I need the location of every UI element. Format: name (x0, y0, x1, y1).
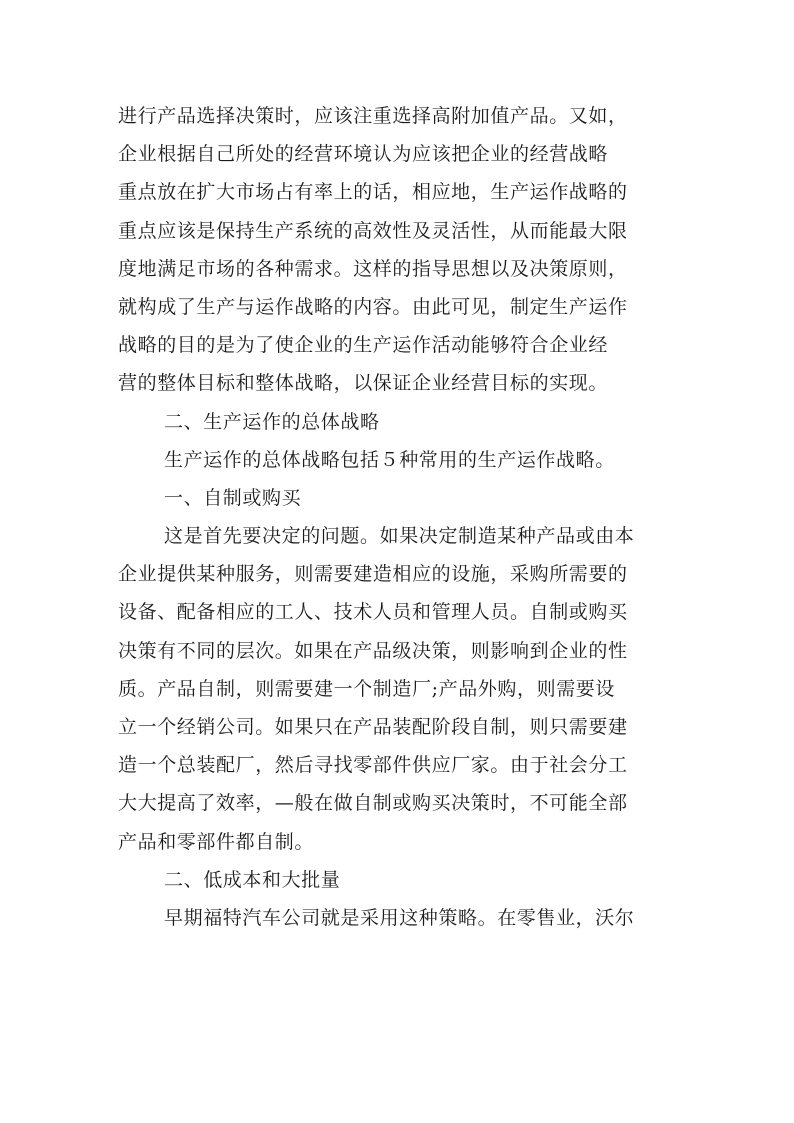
subsection-heading: 一、自制或购买 (164, 486, 302, 509)
text-line: 立一个经销公司。如果只在产品装配阶段自制，则只需要建 (118, 716, 628, 738)
text-line: 企业根据自己所处的经营环境认为应该把企业的经营战略 (118, 143, 609, 166)
text-line: 重点应该是保持生产系统的高效性及灵活性，从而能最大限 (118, 219, 628, 242)
text-line: 营的整体目标和整体战略，以保证企业经营目标的实现。 (118, 372, 609, 395)
text-line: 产品和零部件都自制。 (118, 830, 315, 853)
text-line: 设备、配备相应的工人、技术人员和管理人员。自制或购买 (118, 601, 628, 624)
text-line: 度地满足市场的各种需求。这样的指导思想以及决策原则， (118, 257, 628, 280)
text-line: 重点放在扩大市场占有率上的话，相应地，生产运作战略的 (118, 181, 628, 204)
text-line: 造一个总装配厂，然后寻找零部件供应厂家。由于社会分工 (118, 754, 628, 777)
text-line: 生产运作的总体战略包括５种常用的生产运作战略。 (164, 448, 615, 471)
section-heading: 二、生产运作的总体战略 (164, 410, 380, 433)
text-line: 进行产品选择决策时，应该注重选择高附加值产品。又如， (118, 105, 628, 127)
text-line: 早期福特汽车公司就是采用这种策略。在零售业，沃尔 (164, 906, 635, 929)
text-line: 决策有不同的层次。如果在产品级决策，则影响到企业的性 (118, 639, 628, 662)
text-line: 质。产品自制，则需要建一个制造厂;产品外购，则需要设 (118, 677, 616, 700)
text-line: 这是首先要决定的问题。如果决定制造某种产品或由本 (164, 525, 635, 548)
text-line: 企业提供某种服务，则需要建造相应的设施，采购所需要的 (118, 563, 628, 586)
text-line: 战略的目的是为了使企业的生产运作活动能够符合企业经 (118, 334, 609, 357)
subsection-heading: 二、低成本和大批量 (164, 868, 341, 891)
text-line: 就构成了生产与运作战略的内容。由此可见，制定生产运作 (118, 295, 628, 318)
body-text (118, 97, 678, 937)
text-line: 大大提高了效率，—般在做自制或购买决策时，不可能全部 (118, 792, 628, 815)
